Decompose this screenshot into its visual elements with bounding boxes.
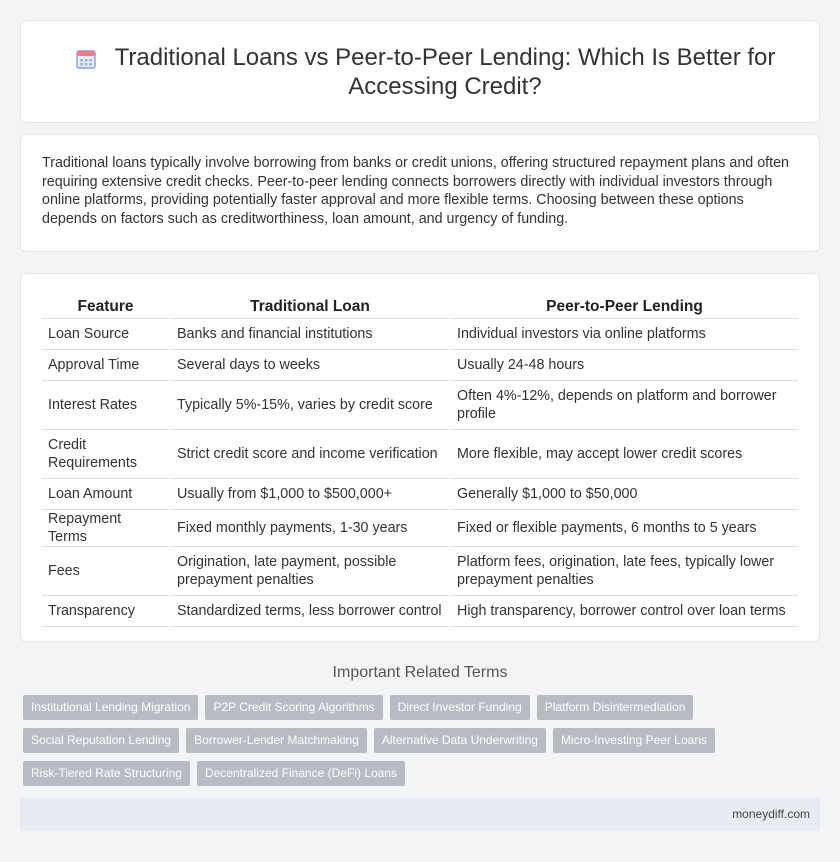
related-term-tag[interactable]: Micro-Investing Peer Loans <box>553 728 715 753</box>
traditional-cell: Standardized terms, less borrower control <box>170 595 450 626</box>
traditional-cell: Usually from $1,000 to $500,000+ <box>170 478 450 509</box>
intro-paragraph: Traditional loans typically involve borrowing from banks or credit unions, offering structured repayment plans and often requiring extensive credit checks. Peer-to-peer lending connects borrowers directly with individual investors through online platforms, providing potentially faster approval and more flexible terms. Choosing between these options depends on factors such as creditworthiness, loan amount, and urgency of funding. <box>42 155 790 227</box>
comparison-table <box>42 296 798 627</box>
related-terms-title: Important Related Terms <box>332 664 508 681</box>
header-traditional-loan: Traditional Loan <box>170 296 450 318</box>
related-term-tag[interactable]: Alternative Data Underwriting <box>374 728 546 753</box>
header-peer-to-peer: Peer-to-Peer Lending <box>450 296 798 318</box>
feature-cell: Interest Rates <box>42 380 170 429</box>
feature-cell: Credit Requirements <box>42 429 170 478</box>
traditional-cell: Typically 5%-15%, varies by credit score <box>170 380 450 429</box>
feature-cell: Fees <box>42 546 170 595</box>
p2p-cell: High transparency, borrower control over loan terms <box>450 595 798 626</box>
related-term-tag[interactable]: P2P Credit Scoring Algorithms <box>205 695 382 720</box>
p2p-cell: Fixed or flexible payments, 6 months to 5 years <box>450 509 798 546</box>
table-row <box>42 546 798 595</box>
p2p-cell: Often 4%-12%, depends on platform and borrower profile <box>450 380 798 429</box>
header-feature: Feature <box>42 296 170 318</box>
page-title: Traditional Loans vs Peer-to-Peer Lending: Which Is Better for Accessing Credit? <box>114 44 776 100</box>
feature-cell: Loan Source <box>42 318 170 349</box>
feature-cell: Loan Amount <box>42 478 170 509</box>
related-term-tag[interactable]: Direct Investor Funding <box>390 695 530 720</box>
table-row <box>42 478 798 509</box>
intro-card <box>20 134 820 252</box>
table-row <box>42 429 798 478</box>
feature-cell: Approval Time <box>42 349 170 380</box>
title-card <box>20 20 820 123</box>
related-term-tag[interactable]: Risk-Tiered Rate Structuring <box>23 761 190 786</box>
table-header-row <box>42 296 798 318</box>
table-row <box>42 595 798 626</box>
feature-cell: Repayment Terms <box>42 509 170 546</box>
p2p-cell: Usually 24-48 hours <box>450 349 798 380</box>
related-term-tag[interactable]: Platform Disintermediation <box>537 695 694 720</box>
feature-cell: Transparency <box>42 595 170 626</box>
related-term-tag[interactable]: Borrower-Lender Matchmaking <box>186 728 367 753</box>
table-row <box>42 349 798 380</box>
related-term-tag[interactable]: Decentralized Finance (DeFi) Loans <box>197 761 405 786</box>
site-name[interactable]: moneydiff.com <box>732 807 810 821</box>
table-row <box>42 509 798 546</box>
comparison-table-card <box>20 273 820 642</box>
traditional-cell: Strict credit score and income verification <box>170 429 450 478</box>
related-terms-list <box>23 695 723 786</box>
related-term-tag[interactable]: Institutional Lending Migration <box>23 695 198 720</box>
p2p-cell: Individual investors via online platforms <box>450 318 798 349</box>
traditional-cell: Several days to weeks <box>170 349 450 380</box>
traditional-cell: Banks and financial institutions <box>170 318 450 349</box>
related-term-tag[interactable]: Social Reputation Lending <box>23 728 179 753</box>
p2p-cell: Generally $1,000 to $50,000 <box>450 478 798 509</box>
traditional-cell: Origination, late payment, possible prepayment penalties <box>170 546 450 595</box>
table-row <box>42 380 798 429</box>
p2p-cell: Platform fees, origination, late fees, typically lower prepayment penalties <box>450 546 798 595</box>
traditional-cell: Fixed monthly payments, 1-30 years <box>170 509 450 546</box>
table-row <box>42 318 798 349</box>
footer <box>20 798 820 831</box>
p2p-cell: More flexible, may accept lower credit scores <box>450 429 798 478</box>
